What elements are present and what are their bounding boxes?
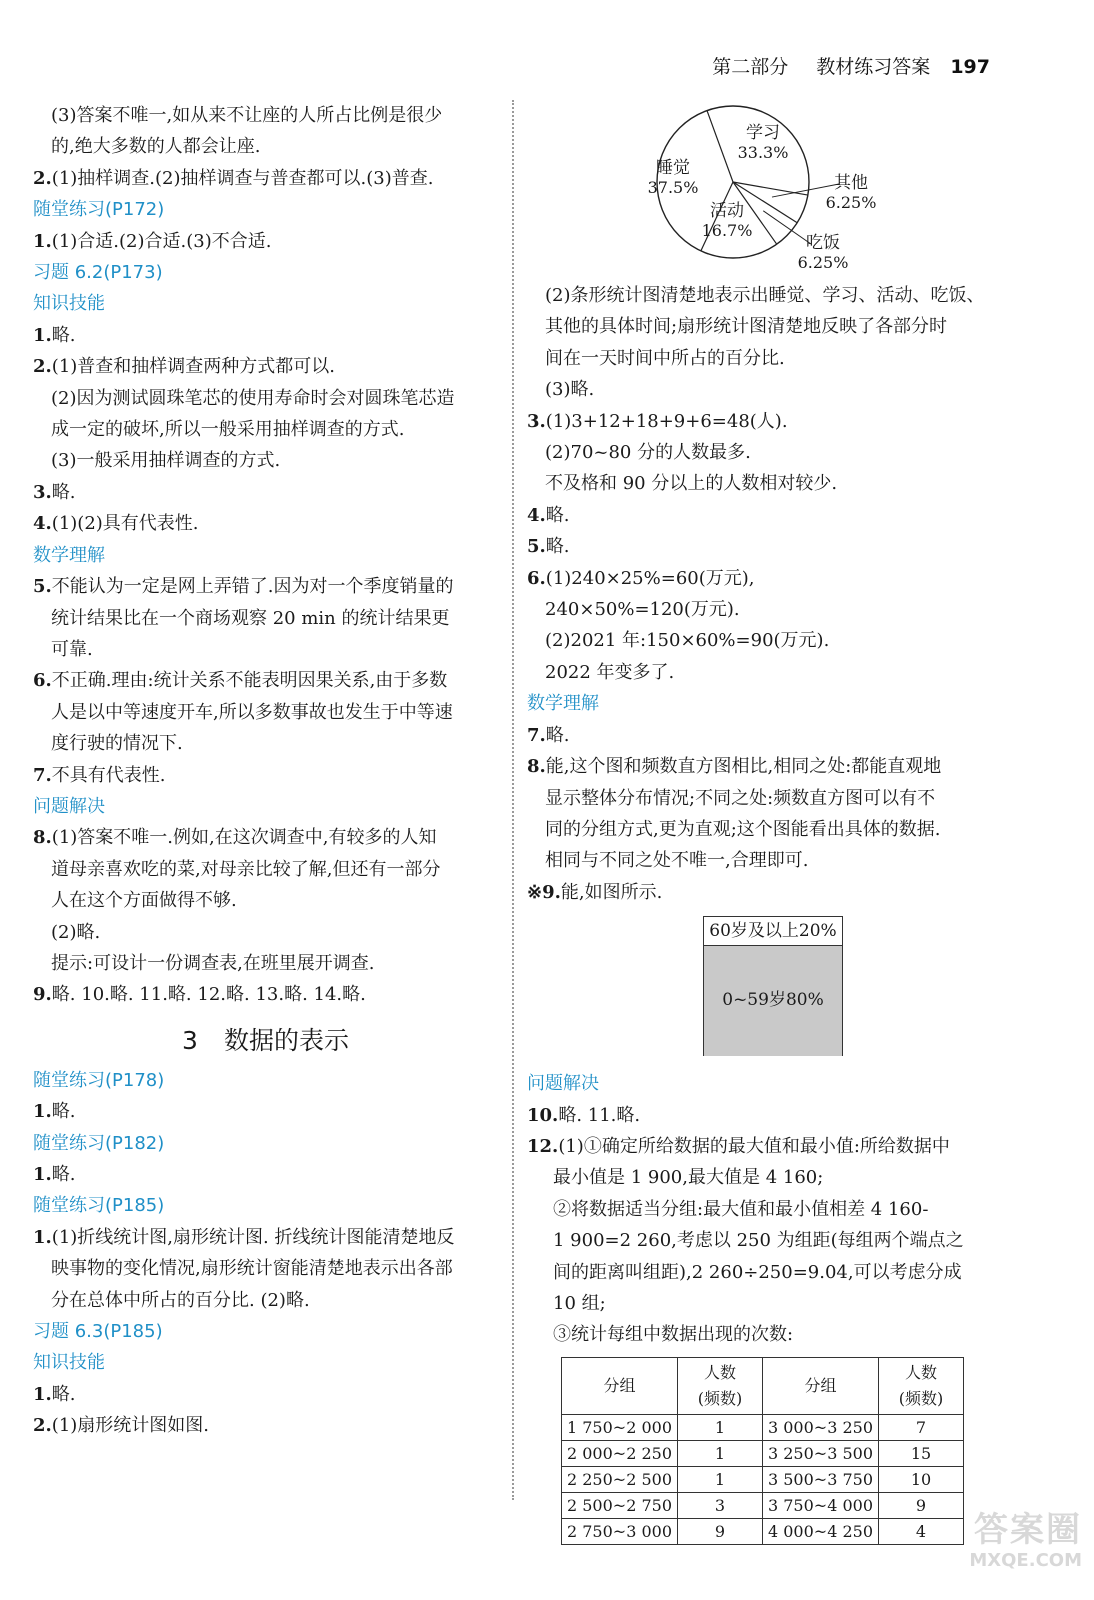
table-header-line: (频数) <box>898 1388 944 1408</box>
question-number: 1. <box>33 1226 52 1248</box>
answer-text: 略. <box>51 324 76 346</box>
answer-line <box>33 1222 498 1253</box>
answer-text: 不能认为一定是网上弄错了.因为对一个季度销量的 <box>51 576 454 598</box>
answer-line <box>527 877 997 908</box>
right-answers-2 <box>527 1068 997 1351</box>
table-header-row <box>562 1357 964 1414</box>
table-cell: 1 <box>678 1440 763 1466</box>
age-chart-bottom-label: 0~59岁80% <box>722 990 824 1011</box>
answer-line: 分在总体中所占的百分比. (2)略. <box>51 1289 310 1311</box>
subsection-heading: 知识技能 <box>33 293 105 315</box>
answer-text: 略. <box>51 1164 76 1185</box>
subsection-heading: 问题解决 <box>33 795 105 817</box>
answer-line: 的,绝大多数的人都会让座. <box>51 136 261 158</box>
pie-slice-value: 6.25% <box>825 193 877 212</box>
answer-line: (2)2021 年:150×60%=90(万元). <box>545 630 830 652</box>
answer-text: (1)3+12+18+9+6=48(人). <box>545 410 788 432</box>
watermark-line2: MXQE.COM <box>969 1550 1082 1571</box>
answer-line <box>33 1379 498 1410</box>
subsection-heading: 习题 6.3(P185) <box>33 1321 163 1343</box>
answer-line: 映事物的变化情况,扇形统计窗能清楚地表示出各部 <box>51 1258 453 1280</box>
pie-slice-label: 学习 <box>746 123 780 143</box>
answer-line: 人是以中等速度开车,所以多数事故也发生于中等速 <box>51 701 453 723</box>
answer-line: ②将数据适当分组:最大值和最小值相差 4 160- <box>553 1198 929 1220</box>
pie-slice-label: 其他 <box>834 173 868 193</box>
answer-line <box>33 1096 498 1127</box>
question-number: 1. <box>33 324 52 346</box>
pie-slice-label: 吃饭 <box>806 233 840 253</box>
answer-text: (1)240×25%=60(万元), <box>545 567 755 589</box>
page-number: 197 <box>950 56 990 78</box>
question-number: 1. <box>33 1164 52 1185</box>
question-number: 9. <box>33 984 52 1006</box>
answer-text: 略. <box>545 536 570 558</box>
question-number: 8. <box>33 827 52 849</box>
pie-slice-label: 活动 <box>710 201 744 221</box>
answer-text: 略. 10.略. 11.略. 12.略. 13.略. 14.略. <box>51 984 366 1006</box>
table-header-cell <box>879 1357 964 1414</box>
answer-text: (1)普查和抽样调查两种方式都可以. <box>51 356 336 378</box>
answer-line: 显示整体分布情况;不同之处:频数直方图可以有不 <box>545 787 936 809</box>
answer-line: 提示:可设计一份调查表,在班里展开调查. <box>51 952 375 974</box>
answer-line <box>527 1100 997 1131</box>
table-row <box>562 1414 964 1440</box>
answer-line <box>33 351 498 382</box>
answer-line: 10 组; <box>553 1292 606 1314</box>
left-answers-2 <box>33 1065 498 1442</box>
table-cell: 10 <box>879 1466 964 1492</box>
answer-line <box>33 571 498 602</box>
pie-chart <box>527 100 997 280</box>
question-number: 4. <box>527 504 546 526</box>
table-cell: 3 750~4 000 <box>763 1492 879 1518</box>
table-header-line: 分组 <box>603 1375 636 1395</box>
table-cell: 15 <box>879 1440 964 1466</box>
answer-line <box>33 226 498 257</box>
answer-line <box>527 1131 997 1162</box>
question-number: 7. <box>527 724 546 746</box>
age-chart-bottom-segment <box>704 946 842 1056</box>
left-column <box>33 100 498 1442</box>
table-cell: 4 <box>879 1518 964 1544</box>
table-cell: 1 <box>678 1466 763 1492</box>
answer-line: (3)一般采用抽样调查的方式. <box>51 450 281 472</box>
table-cell: 3 250~3 500 <box>763 1440 879 1466</box>
answer-line: (3)答案不唯一,如从来不让座的人所占比例是很少 <box>51 105 443 126</box>
answer-line: 240×50%=120(万元). <box>545 599 740 621</box>
header-section: 教材练习答案 <box>816 56 931 78</box>
table-cell: 2 500~2 750 <box>562 1492 678 1518</box>
answer-line: 不及格和 90 分以上的人数相对较少. <box>545 473 838 495</box>
pie-slice-label: 睡觉 <box>656 158 690 178</box>
table-cell: 2 750~3 000 <box>562 1518 678 1544</box>
section-number: 3 <box>182 1025 198 1055</box>
answer-line: (2)略. <box>51 921 101 943</box>
subsection-heading: 问题解决 <box>527 1073 599 1095</box>
answer-line: 道母亲喜欢吃的菜,对母亲比较了解,但还有一部分 <box>51 858 441 880</box>
question-number: 2. <box>33 167 52 189</box>
section-title <box>33 1021 498 1061</box>
question-number: ※9. <box>527 881 561 903</box>
answer-text: (1)①确定所给数据的最大值和最小值:所给数据中 <box>558 1135 950 1157</box>
question-number: 10. <box>527 1104 559 1126</box>
table-header-cell <box>763 1357 879 1414</box>
table-cell: 3 <box>678 1492 763 1518</box>
answer-line: (2)因为测试圆珠笔芯的使用寿命时会对圆珠笔芯造 <box>51 387 455 409</box>
question-number: 3. <box>33 481 52 503</box>
header-part: 第二部分 <box>712 56 789 78</box>
left-answers <box>33 100 498 1011</box>
subsection-heading: 随堂练习(P182) <box>33 1132 165 1154</box>
answer-line: 度行驶的情况下. <box>51 733 183 755</box>
answer-line <box>33 163 498 194</box>
pie-slice-value: 33.3% <box>737 143 789 162</box>
answer-line <box>33 665 498 696</box>
table-cell: 3 500~3 750 <box>763 1466 879 1492</box>
question-number: 8. <box>527 756 546 778</box>
answer-line: (2)70~80 分的人数最多. <box>545 442 751 464</box>
table-cell: 4 000~4 250 <box>763 1518 879 1544</box>
table-cell: 3 000~3 250 <box>763 1414 879 1440</box>
pie-slice-value: 37.5% <box>647 178 699 197</box>
subsection-heading: 数学理解 <box>33 544 105 566</box>
answer-line: ③统计每组中数据出现的次数: <box>553 1324 794 1346</box>
subsection-heading: 随堂练习(P185) <box>33 1195 165 1217</box>
answer-line: 2022 年变多了. <box>545 661 675 683</box>
table-header-line: (频数) <box>697 1388 743 1408</box>
table-header-cell <box>562 1357 678 1414</box>
right-answers <box>527 280 997 908</box>
question-number: 1. <box>33 1383 52 1405</box>
table-row <box>562 1466 964 1492</box>
question-number: 5. <box>33 576 52 598</box>
answer-line: 同的分组方式,更为直观;这个图能看出具体的数据. <box>545 818 941 840</box>
watermark-line1: 答案圈 <box>974 1510 1082 1550</box>
table-header-cell <box>678 1357 763 1414</box>
page-header <box>712 52 990 79</box>
answer-line: 最小值是 1 900,最大值是 4 160; <box>553 1167 824 1189</box>
table-row <box>562 1440 964 1466</box>
question-number: 6. <box>33 670 52 692</box>
answer-line: 其他的具体时间;扇形统计图清楚地反映了各部分时 <box>545 316 948 338</box>
answer-line: 1 900=2 260,考虑以 250 为组距(每组两个端点之 <box>553 1230 964 1252</box>
answer-line <box>527 563 997 594</box>
subsection-heading: 随堂练习(P172) <box>33 199 165 221</box>
answer-line <box>527 720 997 751</box>
answer-text: 略. <box>545 724 570 746</box>
answer-text: 略. <box>51 481 76 503</box>
answer-line <box>527 406 997 437</box>
question-number: 1. <box>33 1101 52 1123</box>
answer-line <box>33 760 498 791</box>
table-cell: 9 <box>879 1492 964 1518</box>
answer-line <box>527 531 997 562</box>
age-chart-top-segment: 60岁及以上20% <box>704 917 842 946</box>
pie-chart-svg <box>527 100 997 280</box>
answer-line: 统计结果比在一个商场观察 20 min 的统计结果更 <box>51 607 450 629</box>
question-number: 3. <box>527 410 546 432</box>
answer-text: (1)合适.(2)合适.(3)不合适. <box>51 230 272 252</box>
table-cell: 2 250~2 500 <box>562 1466 678 1492</box>
answer-text: 不正确.理由:统计关系不能表明因果关系,由于多数 <box>51 670 448 692</box>
table-cell: 1 750~2 000 <box>562 1414 678 1440</box>
answer-text: (1)抽样调查.(2)抽样调查与普查都可以.(3)普查. <box>51 167 434 189</box>
answer-line: 间的距离叫组距),2 260÷250=9.04,可以考虑分成 <box>553 1261 962 1283</box>
answer-text: 略. 11.略. <box>558 1104 641 1126</box>
question-number: 5. <box>527 536 546 558</box>
answer-line: 人在这个方面做得不够. <box>51 890 237 912</box>
answer-text: 略. <box>51 1383 76 1405</box>
answer-text: 不具有代表性. <box>51 764 166 786</box>
answer-line <box>33 508 498 539</box>
answer-line: (2)条形统计图清楚地表示出睡觉、学习、活动、吃饭、 <box>545 285 985 306</box>
answer-line <box>33 822 498 853</box>
answer-line <box>33 477 498 508</box>
table-header-line: 人数 <box>703 1362 736 1382</box>
question-number: 6. <box>527 567 546 589</box>
table-cell: 7 <box>879 1414 964 1440</box>
table-header-line: 人数 <box>904 1362 937 1382</box>
answer-line: (3)略. <box>545 379 595 401</box>
answer-line: 相同与不同之处不唯一,合理即可. <box>545 850 809 872</box>
answer-line: 可靠. <box>51 638 93 660</box>
answer-line <box>33 1159 498 1190</box>
right-column <box>527 100 997 1545</box>
column-divider <box>512 100 514 1500</box>
table-cell: 2 000~2 250 <box>562 1440 678 1466</box>
answer-text: 略. <box>545 504 570 526</box>
pie-slice-value: 6.25% <box>797 253 849 272</box>
pie-slice-value: 16.7% <box>701 221 753 240</box>
answer-line: 间在一天时间中所占的百分比. <box>545 347 785 369</box>
pie-slice-boundary <box>707 111 733 182</box>
answer-line <box>527 751 997 782</box>
question-number: 7. <box>33 764 52 786</box>
answer-text: (1)(2)具有代表性. <box>51 513 199 535</box>
answer-line <box>527 500 997 531</box>
answer-line: 成一定的破坏,所以一般采用抽样调查的方式. <box>51 419 405 441</box>
subsection-heading: 习题 6.2(P173) <box>33 262 163 284</box>
answer-text: 能,这个图和频数直方图相比,相同之处:都能直观地 <box>545 756 942 778</box>
answer-line <box>33 1410 498 1441</box>
question-number: 2. <box>33 1415 52 1437</box>
section-title-text: 数据的表示 <box>223 1025 349 1055</box>
answer-text: (1)扇形统计图如图. <box>51 1415 210 1437</box>
table-header-line: 分组 <box>804 1375 837 1395</box>
table-cell: 9 <box>678 1518 763 1544</box>
question-number: 1. <box>33 230 52 252</box>
question-number: 4. <box>33 513 52 535</box>
answer-text: (1)答案不唯一.例如,在这次调查中,有较多的人知 <box>51 827 437 849</box>
answer-line <box>33 320 498 351</box>
question-number: 12. <box>527 1135 559 1157</box>
answer-text: 能,如图所示. <box>560 881 663 903</box>
subsection-heading: 知识技能 <box>33 1352 105 1374</box>
age-chart <box>703 916 843 1056</box>
subsection-heading: 随堂练习(P178) <box>33 1069 165 1091</box>
answer-text: 略. <box>51 1101 76 1123</box>
question-number: 2. <box>33 356 52 378</box>
watermark-logo <box>902 1510 1082 1580</box>
answer-line <box>33 979 498 1010</box>
table-cell: 1 <box>678 1414 763 1440</box>
answer-text: (1)折线统计图,扇形统计图. 折线统计图能清楚地反 <box>51 1226 455 1248</box>
subsection-heading: 数学理解 <box>527 693 599 715</box>
